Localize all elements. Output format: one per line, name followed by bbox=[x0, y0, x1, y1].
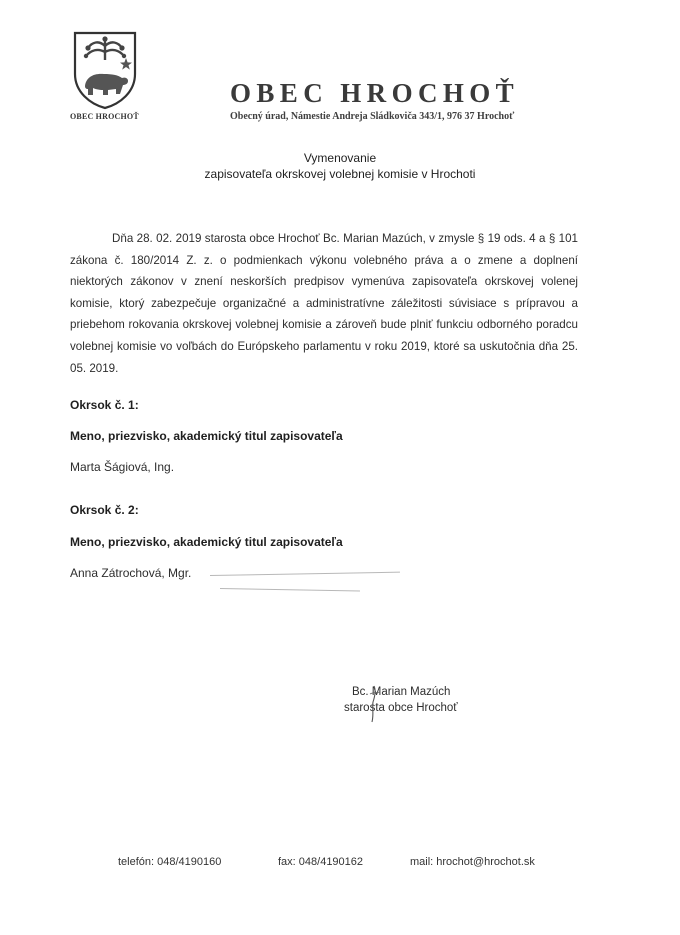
district-2-heading: Okrsok č. 2: bbox=[70, 503, 139, 517]
district-2-label: Meno, priezvisko, akademický titul zapisovateľa bbox=[70, 535, 343, 549]
pen-stroke bbox=[210, 572, 400, 576]
pen-stroke bbox=[220, 588, 360, 591]
handwritten-signature bbox=[368, 684, 382, 724]
appointment-paragraph: Dňa 28. 02. 2019 starosta obce Hrochoť Bc. Marian Mazúch, v zmysle § 19 ods. 4 a § 101 zákona č. 180/2014 Z. z. o podmienkach výkonu volebného práva a o zmene a doplnení niektorých zákonov v znení neskorších predpisov vymenúva zapisovateľa okrskovej volenej komisie, ktorý zabezpečuje organizačné a administratívne záležitosti súvisiace s prípravou a priebehom rokovania okrskovej volebnej komisie a zároveň bude plniť funkciu odborného poradcu volebnej komisie vo voľbách do Európskeho parlamentu v roku 2019, ktoré sa uskutočnia dňa 25. 05. 2019. bbox=[70, 232, 578, 375]
crest-bear-icon bbox=[72, 30, 138, 110]
document-title: Vymenovanie bbox=[303, 151, 377, 165]
footer-email: mail: hrochot@hrochot.sk bbox=[410, 856, 535, 868]
footer-phone: telefón: 048/4190160 bbox=[118, 856, 222, 868]
mayor-name: Bc. Marian Mazúch bbox=[352, 686, 451, 698]
district-1-recorder-name: Marta Šágiová, Ing. bbox=[70, 460, 175, 474]
crest-caption: OBEC HROCHOŤ bbox=[70, 112, 139, 121]
office-address: Obecný úrad, Námestie Andreja Sládkoviča 343/1, 976 37 Hrochoť bbox=[230, 111, 515, 122]
footer-fax: fax: 048/4190162 bbox=[278, 856, 364, 868]
municipal-crest bbox=[72, 30, 138, 110]
municipality-title: OBEC HROCHOŤ bbox=[230, 78, 520, 108]
document-subtitle: zapisovateľa okrskovej volebnej komisie v Hrochoti bbox=[204, 167, 476, 181]
district-1-label: Meno, priezvisko, akademický titul zapisovateľa bbox=[70, 429, 343, 443]
district-1-heading: Okrsok č. 1: bbox=[70, 398, 139, 412]
mayor-role: starosta obce Hrochoť bbox=[344, 702, 458, 714]
district-2-recorder-name: Anna Zátrochová, Mgr. bbox=[70, 566, 192, 580]
